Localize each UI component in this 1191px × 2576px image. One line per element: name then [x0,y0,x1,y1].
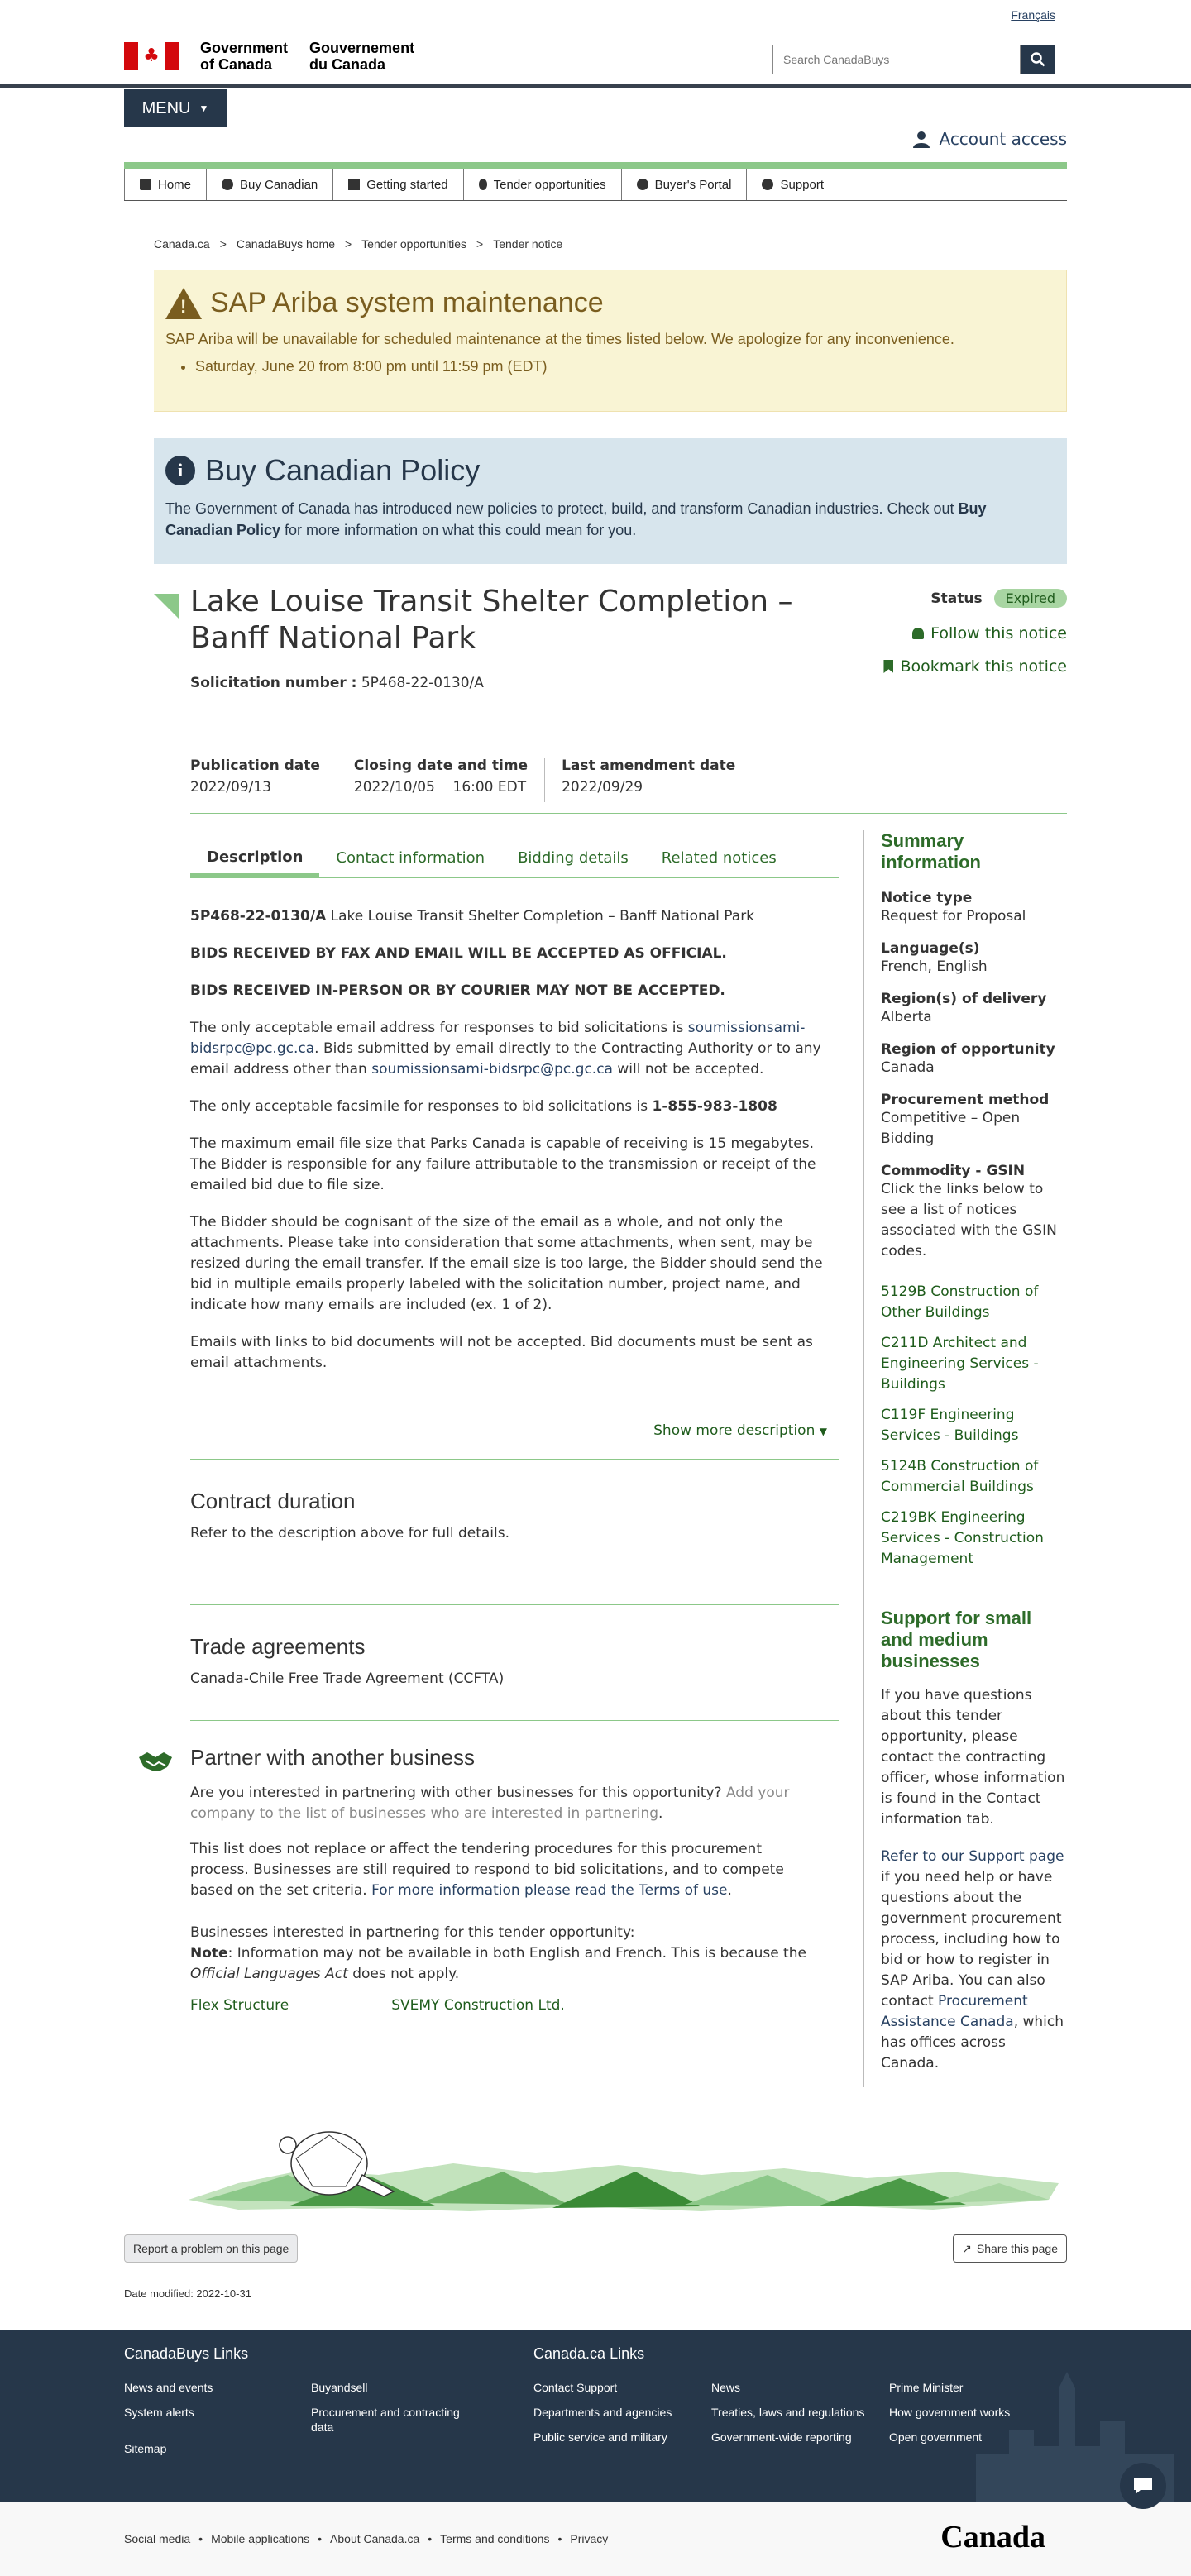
language-toggle-link[interactable]: Français [1011,8,1055,22]
search-form [772,45,1055,74]
description-paragraph: BIDS RECEIVED IN-PERSON OR BY COURIER MAY NOT BE ACCEPTED. [190,982,725,999]
search-button[interactable] [1021,45,1055,74]
tab-contact-information[interactable]: Contact information [336,848,485,867]
footer-link[interactable]: System alerts [124,2406,194,2419]
footer-link[interactable]: Buyandsell [311,2381,368,2394]
nav-tender-opportunities[interactable]: Tender opportunities [464,169,622,200]
footer-link[interactable]: Terms and conditions [440,2532,550,2545]
breadcrumb-tender-opportunities[interactable]: Tender opportunities [361,237,467,251]
gsin-intro: Click the links below to see a list of notices associated with the GSIN codes. [881,1181,1057,1259]
summary-heading: Summary information [881,830,981,872]
partner-heading: Partner with another business [190,1745,475,1770]
report-problem-button[interactable]: Report a problem on this page [124,2234,298,2263]
amendment-date: Last amendment date 2022/09/29 [562,758,736,796]
breadcrumb-canadabuys[interactable]: CanadaBuys home [236,237,335,251]
region-delivery-value: Alberta [881,1009,932,1025]
breadcrumb: Canada.ca > CanadaBuys home > Tender opportunities > Tender notice [154,237,563,251]
contract-duration-heading: Contract duration [190,1489,356,1513]
nav-home[interactable]: Home [124,169,207,200]
footer-link[interactable]: Contact Support [533,2381,618,2394]
alert-title: SAP Ariba system maintenance [210,287,604,318]
footer-link[interactable]: Treaties, laws and regulations [711,2406,865,2419]
alert-item: • Saturday, June 20 from 8:00 pm until 11:59 pm (EDT) [195,358,1055,375]
gsin-link[interactable]: C211D Architect and Engineering Services - Buildings [881,1335,1039,1393]
share-icon: ↗ [962,2241,972,2255]
nav-support[interactable]: Support [747,169,839,200]
page-title: Lake Louise Transit Shelter Completion – Banff National Park [190,585,793,655]
tab-related-notices[interactable]: Related notices [661,848,777,867]
main-footer [0,2330,1191,2502]
language-value: French, English [881,958,988,975]
language-label: Language(s) [881,940,980,957]
canada-links-heading: Canada.ca Links [533,2345,645,2362]
home-icon [140,179,151,190]
trade-agreement-item: Canada-Chile Free Trade Agreement (CCFTA) [190,1670,505,1687]
bell-icon [912,628,924,639]
breadcrumb-canada[interactable]: Canada.ca [154,237,210,251]
alert-text: The Government of Canada has introduced new policies to protect, build, and transform Canadian industries. Check out Buy Canadian Policy for more information on what this could mean for you. [165,500,987,538]
chat-button[interactable] [1120,2463,1166,2509]
procurement-method-value: Competitive – Open Bidding [881,1110,1021,1147]
info-icon: i [165,456,195,485]
support-heading: Support for small and medium businesses [881,1608,1032,1671]
terms-of-use-link[interactable]: For more information please read the Terms of use [371,1882,728,1899]
notice-tabs [190,840,839,878]
notice-dates [190,758,768,802]
chevron-down-icon: ▼ [819,1426,827,1437]
nav-getting-started[interactable]: Getting started [333,169,463,200]
account-access-link[interactable]: Account access [939,129,1067,149]
procurement-assistance-link[interactable]: Procurement Assistance Canada [881,1993,1028,2030]
beaver-landscape-illustration [189,2117,1059,2216]
alert-text: SAP Ariba will be unavailable for scheduled maintenance at the times listed below. We apologize for any inconvenience. [165,331,954,347]
partner-section [190,1783,819,2000]
footer-link[interactable]: Open government [889,2430,983,2444]
footer-link[interactable]: Mobile applications [211,2532,310,2545]
partner-business-list [190,1997,565,2014]
breadcrumb-current: Tender notice [493,237,563,251]
tab-description[interactable]: Description [190,840,319,878]
summary-sidebar [863,830,1067,2087]
warning-icon: ! [165,288,202,319]
footer-link[interactable]: Procurement and contracting data [311,2406,460,2434]
show-more-description[interactable] [190,1422,827,1439]
gsin-link[interactable]: 5124B Construction of Commercial Buildings [881,1458,1039,1495]
closing-date: Closing date and time 2022/10/05 16:00 EDT [354,758,545,802]
region-delivery-label: Region(s) of delivery [881,991,1047,1007]
description-paragraph: The Bidder should be cognisant of the size of the email as a whole, and not only the attachments. Please take into consideration that some attachments, when sent, may be resized during the email transfer. If the email size is too large, the Bidder should send the bid in multiple emails properly labeled with the solicitation number, project name, and indicate how many emails are included (ex. 1 of 2). [190,1214,823,1313]
sub-footer-links: Social media • Mobile applications • About Canada.ca • Terms and conditions • Privacy [124,2532,609,2545]
chevron-down-icon: ▼ [198,103,209,114]
procurement-method-label: Procurement method [881,1092,1050,1108]
nav-buy-canadian[interactable]: Buy Canadian [207,169,333,200]
buy-canadian-alert [154,438,1067,564]
brand-english: Government of Canada [200,40,289,73]
trade-agreements-heading: Trade agreements [190,1634,366,1659]
title-marker-icon [154,594,179,619]
canadabuys-links-heading: CanadaBuys Links [124,2345,249,2362]
user-icon [912,130,930,148]
footer-column [124,2380,289,2466]
description-paragraph: BIDS RECEIVED BY FAX AND EMAIL WILL BE ACCEPTED AS OFFICIAL. [190,945,727,962]
description-paragraph: Emails with links to bid documents will not be accepted. Bid documents must be sent as email attachments. [190,1334,813,1371]
canada-flag-icon: ♣ [124,42,179,70]
add-company-link[interactable]: Add your company to the list of businesses who are interested in partnering [190,1785,790,1822]
publication-date: Publication date 2022/09/13 [190,758,337,802]
footer-link[interactable]: Prime Minister [889,2381,964,2394]
status: Status Expired [930,589,1067,608]
description-intro: 5P468-22-0130/A Lake Louise Transit Shelter Completion – Banff National Park [190,908,755,925]
search-input[interactable] [772,45,1021,74]
footer-link[interactable]: News [711,2381,741,2394]
divider [190,1720,839,1721]
main-nav [124,162,1067,201]
footer-link[interactable]: Social media [124,2532,191,2545]
notice-type-value: Request for Proposal [881,908,1026,925]
menu-button[interactable]: MENU ▼ [124,89,227,127]
footer-link[interactable]: How government works [889,2406,1011,2419]
gsin-link[interactable]: C119F Engineering Services - Buildings [881,1407,1019,1444]
map-pin-icon [479,179,487,190]
chat-icon [1132,2476,1154,2496]
bid-email-link[interactable]: soumissionsami-bidsrpc@pc.gc.ca [190,1020,806,1057]
region-opportunity-value: Canada [881,1059,935,1076]
gsin-label: Commodity - GSIN [881,1163,1026,1179]
bookmark-notice-link[interactable]: Bookmark this notice [900,657,1067,676]
footer-column [311,2380,476,2445]
help-icon [762,179,773,190]
canada-wordmark: Canada [940,2520,1045,2554]
goc-signature[interactable] [124,40,414,73]
tab-bidding-details[interactable]: Bidding details [518,848,629,867]
partner-business-link[interactable]: Flex Structure [190,1997,289,2014]
sub-footer [0,2502,1191,2576]
support-text: Refer to our Support page if you need help or have questions about the government procurement process, including how to bid or how to register in SAP Ariba. You can also contact Procurement Assistance Canada, which has offices across Canada. [881,1848,1064,2072]
footer-link[interactable]: Government-wide reporting [711,2430,852,2444]
footer-link[interactable]: Sitemap [124,2442,167,2455]
bid-email-link[interactable]: soumissionsami-bidsrpc@pc.gc.ca [371,1061,613,1078]
divider [190,1604,839,1605]
partner-terms: This list does not replace or affect the tendering procedures for this procurement process. Businesses are still required to respond to bid solicitations, and to compete based on the set criteria. For more information please read the Terms of use. [190,1841,784,1899]
divider [190,813,1067,814]
follow-notice[interactable] [912,624,1067,643]
footer-column [533,2380,699,2454]
region-opportunity-label: Region of opportunity [881,1041,1055,1058]
description-paragraph: The only acceptable email address for responses to bid solicitations is soumissionsami-bidsrpc@pc.gc.ca. Bids submitted by email directly to the Contracting Authority or to any email address other than soumissionsami-bidsrpc@pc.gc.ca will not be accepted. [190,1020,821,1078]
footer-link[interactable]: News and events [124,2381,213,2394]
solicitation-number: Solicitation number : 5P468-22-0130/A [190,675,484,691]
info-icon [637,179,648,190]
account-access[interactable] [912,129,1067,149]
share-page-button[interactable]: ↗ Share this page [953,2234,1067,2263]
brand-french: Gouvernement du Canada [309,40,415,73]
footer-column [711,2380,885,2454]
bookmark-icon [883,660,893,673]
follow-notice-link[interactable]: Follow this notice [930,624,1067,643]
buy-canadian-policy-link[interactable]: Buy Canadian Policy [165,500,987,538]
maintenance-alert [154,270,1067,412]
show-more-link[interactable]: Show more description [653,1422,816,1439]
partner-business-link[interactable]: SVEMY Construction Ltd. [391,1997,565,2014]
notice-type-label: Notice type [881,890,973,906]
support-page-link[interactable]: Refer to our Support page [881,1848,1064,1865]
support-text: If you have questions about this tender opportunity, please contact the contracting officer, whose information is found in the Contact information tab. [881,1687,1065,1828]
maple-leaf-icon [222,179,233,190]
bookmark-notice[interactable] [883,657,1067,676]
status-badge: Expired [994,589,1067,608]
footer-link[interactable]: Privacy [570,2532,609,2545]
partner-question: Are you interested in partnering with other businesses for this opportunity? Add your company to the list of businesses who are interested in partnering. [190,1785,790,1822]
header-divider [0,84,1191,88]
alert-title: Buy Canadian Policy [205,453,481,487]
nav-buyers-portal[interactable]: Buyer's Portal [622,169,748,200]
footer-link[interactable]: Departments and agencies [533,2406,672,2419]
description-panel [190,906,839,1390]
footer-link[interactable]: Public service and military [533,2430,667,2444]
gsin-link[interactable]: C219BK Engineering Services - Construction Management [881,1509,1044,1567]
handshake-icon [137,1749,174,1774]
contract-duration-text: Refer to the description above for full details. [190,1525,510,1541]
divider [190,1459,839,1460]
partner-note: Businesses interested in partnering for this tender opportunity: Note: Information may not be available in both English and French. This is because the Official Languages Act does not apply. [190,1924,806,1982]
gsin-link[interactable]: 5129B Construction of Other Buildings [881,1283,1039,1321]
search-icon [1031,52,1045,67]
footer-link[interactable]: About Canada.ca [330,2532,420,2545]
steps-icon [348,179,360,190]
description-paragraph: The maximum email file size that Parks Canada is capable of receiving is 15 megabytes. The Bidder is responsible for any failure attributable to the transmission or receipt of the emailed bid due to file size. [190,1135,816,1193]
description-paragraph: The only acceptable facsimile for responses to bid solicitations is 1-855-983-1808 [190,1098,777,1115]
date-modified: Date modified: 2022-10-31 [124,2287,251,2300]
